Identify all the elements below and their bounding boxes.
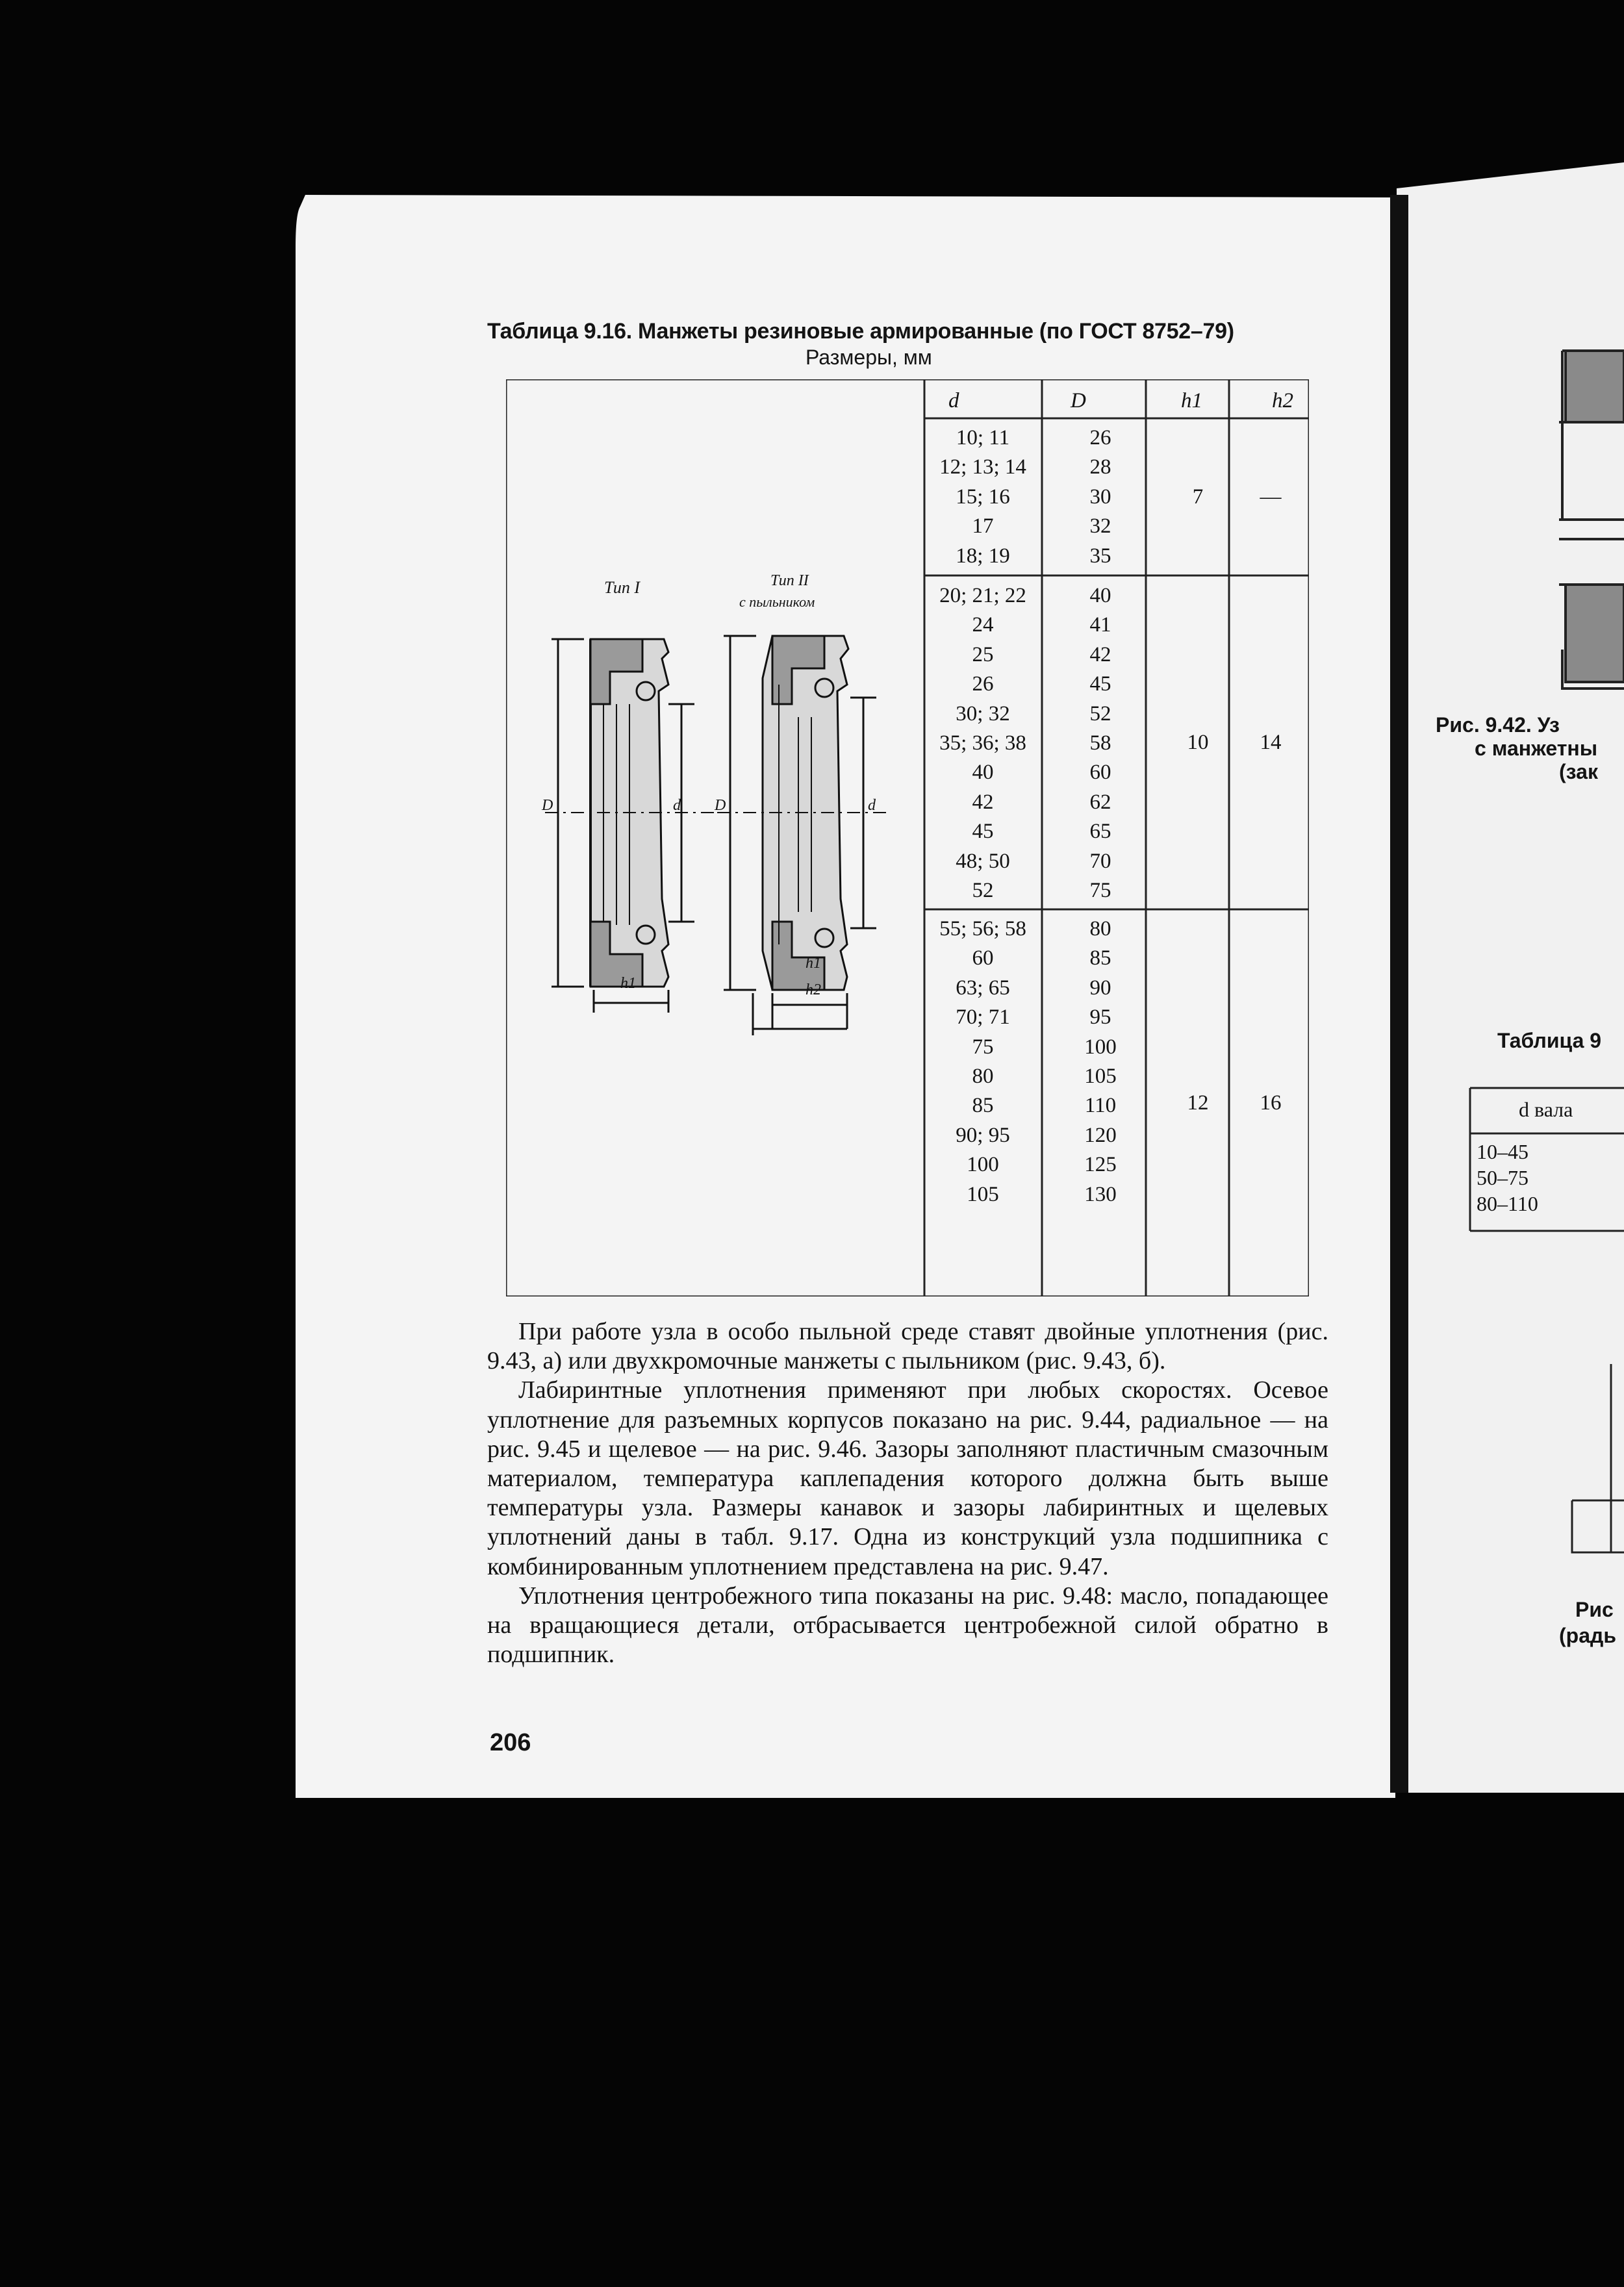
right-table-label: Таблица 9 <box>1497 1029 1602 1052</box>
dim-D1: D <box>542 797 553 814</box>
cell-D: 105 <box>1084 1065 1117 1088</box>
cuff-drawing <box>545 636 889 1035</box>
table-frame <box>506 379 1309 1296</box>
cell-D: 45 <box>1089 672 1111 696</box>
cell-d: 42 <box>972 790 994 814</box>
cell-d: 90; 95 <box>956 1123 1010 1147</box>
cell-d: 12; 13; 14 <box>939 455 1026 479</box>
col-header-d: d <box>948 389 959 412</box>
cell-D: 70 <box>1089 849 1111 873</box>
cell-d: 105 <box>967 1182 999 1206</box>
cell-D: 80 <box>1089 917 1111 941</box>
cell-d: 24 <box>972 613 994 637</box>
type2-label: Тип II <box>770 572 809 589</box>
cell-D: 65 <box>1089 820 1111 844</box>
right-table-row: 50–75 <box>1477 1166 1529 1189</box>
cell-d: 20; 21; 22 <box>939 584 1026 607</box>
cell-d: 10; 11 <box>956 426 1010 449</box>
table-units: Размеры, мм <box>806 346 932 369</box>
cell-D: 110 <box>1084 1094 1117 1118</box>
cell-d: 100 <box>967 1153 999 1177</box>
cell-D: 100 <box>1084 1035 1117 1059</box>
cell-d: 17 <box>972 514 994 538</box>
cell-d: 25 <box>972 642 994 666</box>
cell-D: 41 <box>1089 613 1111 637</box>
cell-D: 75 <box>1089 879 1111 902</box>
type1-label: Тип I <box>604 578 640 597</box>
cell-d: 55; 56; 58 <box>939 917 1026 941</box>
right-table-header: d вала <box>1519 1098 1573 1121</box>
cell-D: 52 <box>1089 701 1111 726</box>
type2-sub-label: с пыльником <box>739 594 815 610</box>
col-header-h2: h2 <box>1272 389 1293 412</box>
cell-D: 30 <box>1089 485 1111 509</box>
cell-d: 45 <box>972 820 994 844</box>
dim-h1-type2: h1 <box>806 955 821 972</box>
cell-h1: 7 <box>1192 485 1204 509</box>
dim-h1-type1: h1 <box>620 975 636 992</box>
cell-d: 80 <box>972 1065 994 1088</box>
cell-D: 28 <box>1089 455 1111 479</box>
cell-d: 63; 65 <box>956 976 1010 1000</box>
paragraph-3: Уплотнения центробежного типа показаны на рис. 9.48: масло, попадающее на вращающиеся детали, отбрасывается центробежной силой обратно в подшипник. <box>487 1582 1328 1669</box>
gutter-shadow <box>1390 195 1408 1793</box>
cell-D: 130 <box>1084 1182 1117 1206</box>
cell-d: 26 <box>972 672 994 696</box>
right-table-row: 10–45 <box>1477 1140 1529 1163</box>
right-fig2-caption-2: (радь <box>1559 1624 1616 1647</box>
cell-h2: 14 <box>1260 731 1282 754</box>
cell-h1: 12 <box>1187 1091 1209 1115</box>
cell-D: 85 <box>1089 946 1111 970</box>
cell-D: 42 <box>1089 642 1111 666</box>
table-caption: Таблица 9.16. Манжеты резиновые армированные (по ГОСТ 8752–79) <box>487 319 1234 344</box>
cell-d: 15; 16 <box>956 485 1010 509</box>
cell-d: 40 <box>972 761 994 785</box>
right-fig-caption-1: Рис. 9.42. Уз <box>1436 713 1560 737</box>
cell-d: 18; 19 <box>956 544 1010 568</box>
cell-D: 95 <box>1089 1005 1111 1030</box>
paragraph-2: Лабиринтные уплотнения применяют при любых скоростях. Осевое уплотнение для разъемных корпусов показано на рис. 9.44, радиальное — на рис. 9.45 и щелевое — на рис. 9.46. Зазоры заполняют пластичным смазочным материалом, температура каплепадения которого должна быть выше температуры узла. Размеры канавок и зазоры лабиринтных и щелевых уплотнений даны в табл. 9.17. Одна из конструкций узла подшипника с комбинированным уплотнением представлена на рис. 9.47. <box>487 1376 1328 1580</box>
col-header-h1: h1 <box>1181 389 1202 412</box>
cell-D: 125 <box>1084 1153 1117 1177</box>
cell-D: 90 <box>1089 976 1111 1000</box>
cell-d: 30; 32 <box>956 701 1010 726</box>
cell-h1: 10 <box>1187 731 1209 754</box>
cell-D: 58 <box>1089 731 1111 755</box>
cell-d: 75 <box>972 1035 994 1059</box>
cell-D: 32 <box>1089 514 1111 538</box>
cell-d: 70; 71 <box>956 1005 1010 1030</box>
col-header-D: D <box>1071 389 1086 412</box>
cell-h2: 16 <box>1260 1091 1282 1115</box>
right-fig2-caption-1: Рис <box>1575 1598 1614 1621</box>
cell-d: 60 <box>972 946 994 970</box>
cell-D: 35 <box>1089 544 1111 568</box>
right-fig-caption-3: (зак <box>1559 760 1598 783</box>
cell-d: 48; 50 <box>956 849 1010 873</box>
cell-h2: — <box>1260 485 1282 509</box>
body-text <box>487 1317 1328 1669</box>
paragraph-1: При работе узла в особо пыльной среде ставят двойные уплотнения (рис. 9.43, а) или двухкромочные манжеты с пыльником (рис. 9.43, б). <box>487 1318 1328 1375</box>
dim-d2: d <box>868 797 876 814</box>
dim-D2: D <box>715 797 726 814</box>
dim-d1: d <box>673 797 681 814</box>
cell-D: 120 <box>1084 1123 1117 1147</box>
cell-d: 35; 36; 38 <box>939 731 1026 755</box>
dim-h2-type2: h2 <box>806 981 821 998</box>
right-table-row: 80–110 <box>1477 1192 1538 1215</box>
cell-d: 85 <box>972 1094 994 1118</box>
cell-D: 62 <box>1089 790 1111 814</box>
cell-D: 40 <box>1089 584 1111 607</box>
right-fig-caption-2: с манжетны <box>1475 737 1598 760</box>
cell-D: 60 <box>1089 761 1111 785</box>
right-table <box>1470 1088 1624 1231</box>
page-number: 206 <box>490 1729 531 1756</box>
cell-d: 52 <box>972 879 994 902</box>
cell-D: 26 <box>1089 426 1111 449</box>
